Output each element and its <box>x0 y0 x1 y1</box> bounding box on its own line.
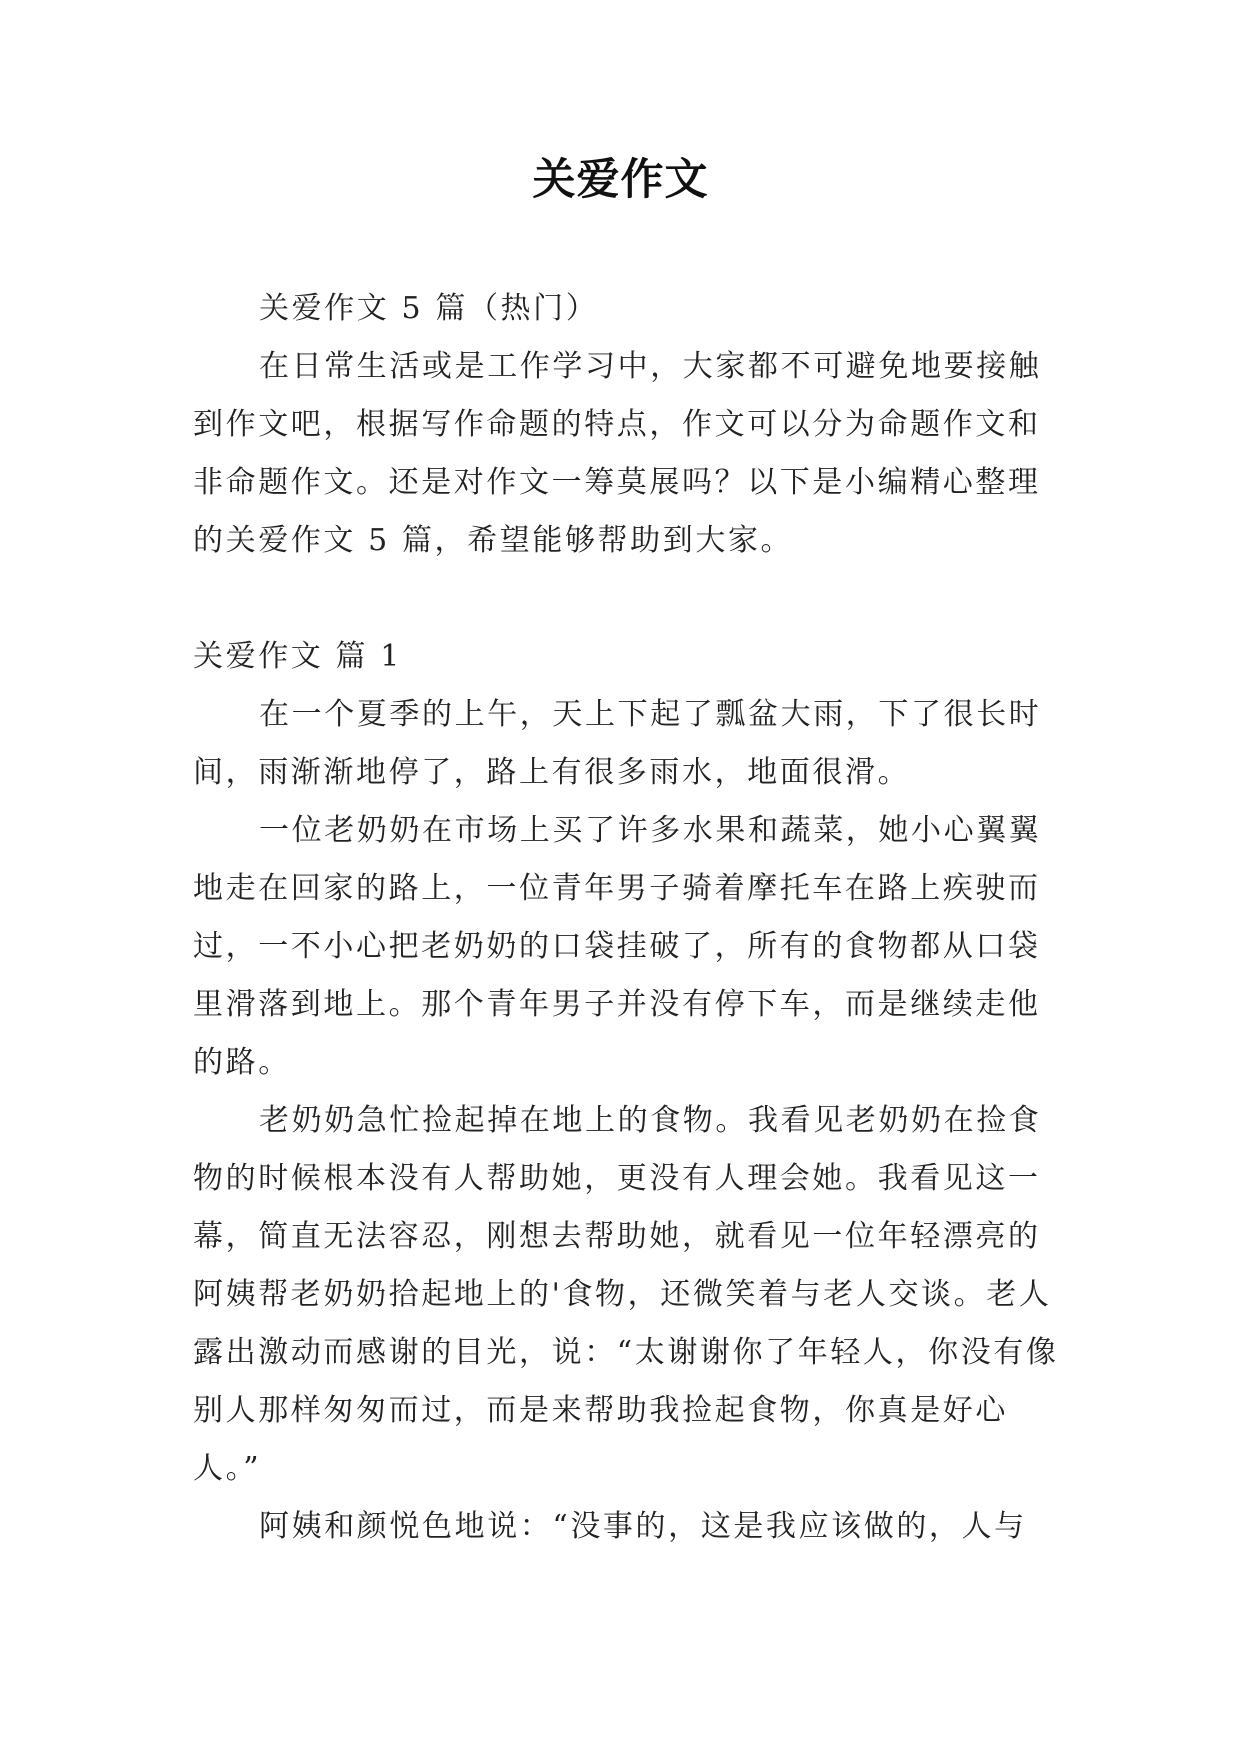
document-body <box>193 280 1065 1556</box>
intro-paragraph: 在日常生活或是工作学习中，大家都不可避免地要接触到作文吧，根据写作命题的特点，作文可以分为命题作文和非命题作文。还是对作文一筹莫展吗？以下是小编精心整理的关爱作文 5 篇，希望能够帮助到大家。 <box>193 349 1042 558</box>
body-paragraph-2: 一位老奶奶在市场上买了许多水果和蔬菜，她小心翼翼地走在回家的路上，一位青年男子骑着摩托车在路上疾驶而过，一不小心把老奶奶的口袋挂破了，所有的食物都从口袋里滑落到地上。那个青年男子并没有停下车，而是继续走他的路。 <box>193 813 1042 1080</box>
body-paragraph-1: 在一个夏季的上午，天上下起了瓢盆大雨，下了很长时间，雨渐渐地停了，路上有很多雨水，地面很滑。 <box>193 697 1042 790</box>
document-title: 关爱作文 <box>532 155 709 205</box>
body-paragraph-4: 阿姨和颜悦色地说：“没事的，这是我应该做的，人与 <box>259 1509 1027 1544</box>
section-heading: 关爱作文 篇 1 <box>193 639 402 674</box>
subtitle: 关爱作文 5 篇（热门） <box>259 291 599 326</box>
body-paragraph-3: 老奶奶急忙捡起掉在地上的食物。我看见老奶奶在捡食物的时候根本没有人帮助她，更没有人理会她。我看见这一幕，简直无法容忍，刚想去帮助她，就看见一位年轻漂亮的阿姨帮老奶奶拾起地上的'食物，还微笑着与老人交谈。老人露出激动而感谢的目光，说：“太谢谢你了年轻人，你没有像别人那样匆匆而过，而是来帮助我捡起食物，你真是好心人。” <box>193 1103 1059 1486</box>
